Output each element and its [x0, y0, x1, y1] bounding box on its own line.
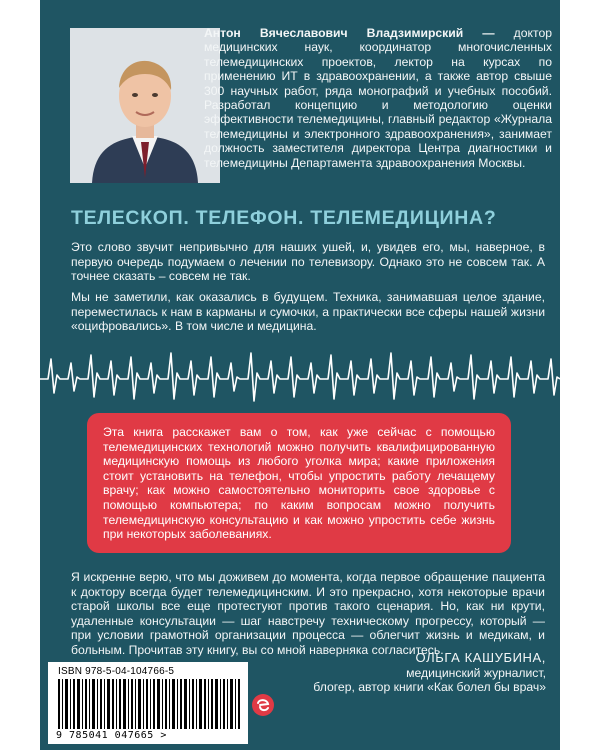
author-portrait-icon: [70, 28, 220, 183]
review-quote: Я искренне верю, что мы доживем до момента, когда первое обращение пациента к доктору всегда будет телемедицинским. И это прекрасно, хотя некоторые врачи старой школы все еще протестуют против такого сценария. Но, как ни крути, удаленные консультации — шаг навстречу техническому прогрессу, который — при условии грамотной организации процесса — облегчит жизнь и медикам, и больным. Прочитав эту книгу, вы со мной наверняка согласитесь.: [71, 570, 545, 657]
headline: ТЕЛЕСКОП. ТЕЛЕФОН. ТЕЛЕМЕДИЦИНА?: [71, 207, 497, 229]
author-bio-text: доктор медицинских наук, координатор многочисленных телемедицинских проектов, лектор на курсах по применению ИТ в здравоохранении, а также автор свыше 300 научных работ, ряда монографий и учебных пособий. Разработал концепцию и методологию оценки эффективности телемедицины, главный редактор «Журнала телемедицины и электронного здравоохранения», занимает должность заместителя директора Центра диагностики и телемедицины Департамента здравоохранения Москвы.: [204, 26, 553, 170]
barcode-card: [48, 662, 248, 744]
quote-author-name: ОЛЬГА КАШУБИНА,: [415, 650, 546, 665]
quote-author-role-2: блогер, автор книги «Как болел бы врач»: [313, 680, 546, 695]
highlight-text: Эта книга расскажет вам о том, как уже сейчас с помощью телемедицинских технологий можно получить квалифицированную медицинскую помощь из любого уголка мира; какие приложения стоит установить на телефон, чтобы упростить работу лечащему врачу; как можно самостоятельно мониторить свое здоровье с помощью компьютера; по каким вопросам можно получить телемедицинскую консультацию и как можно упростить себе жизнь при некоторых заболеваниях.: [103, 425, 495, 542]
intro-paragraph-1: Это слово звучит непривычно для наших ушей, и, увидев его, мы, наверное, в первую очередь подумаем о лечении по телевизору. Однако это не совсем так. А точнее сказать – совсем не так.: [71, 240, 545, 284]
eksmo-logo-icon: [252, 694, 274, 716]
quote-author: [313, 651, 546, 695]
author-photo: [70, 28, 220, 183]
author-name: Антон Вячеславович Владзимирский —: [204, 26, 495, 40]
highlight-box: [87, 413, 511, 553]
ecg-line-decoration: [40, 347, 560, 405]
isbn-label: ISBN 978-5-04-104766-5: [58, 666, 175, 677]
back-cover: [40, 0, 560, 750]
barcode-digits: 9 785041 047665 >: [56, 730, 167, 741]
intro-paragraph-2: Мы не заметили, как оказались в будущем. Техника, занимавшая целое здание, переместилась к нам в карманы и сумочки, а практически все сферы нашей жизни «оцифровались». В том числе и медицина.: [71, 290, 545, 334]
barcode-icon: [58, 679, 240, 729]
quote-author-role-1: медицинский журналист,: [406, 665, 546, 680]
author-bio: [204, 26, 552, 170]
